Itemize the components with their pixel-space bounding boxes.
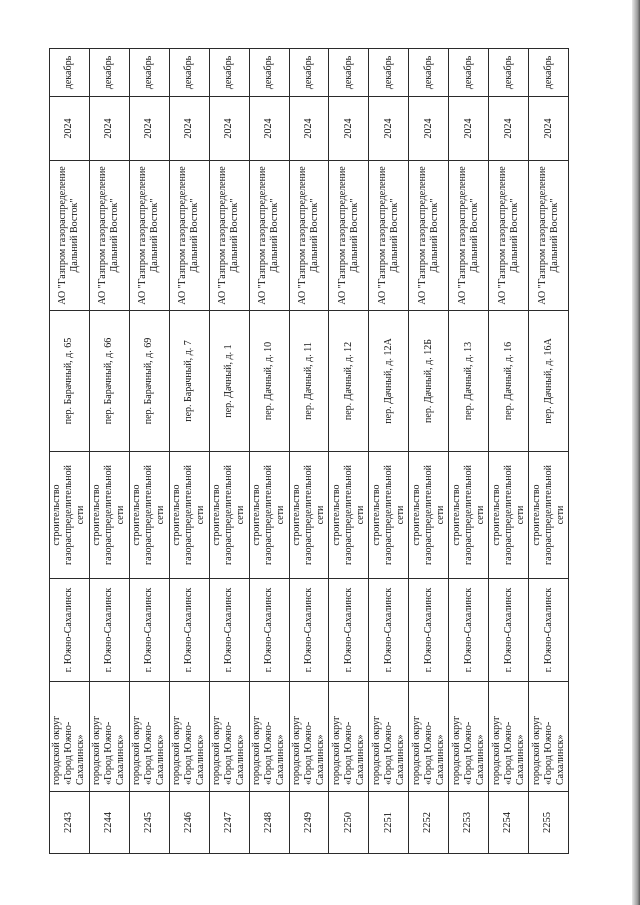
year-cell: 2024 [529, 97, 569, 161]
year-cell: 2024 [489, 97, 529, 161]
row-number: 2248 [249, 792, 289, 854]
table-row [449, 49, 489, 854]
table-row [249, 49, 289, 854]
address-cell: пер. Дачный, д. 16А [529, 311, 569, 452]
year-cell: 2024 [89, 97, 129, 161]
row-number: 2249 [289, 792, 329, 854]
month-cell: декабрь [50, 49, 90, 97]
table-row [529, 49, 569, 854]
work-type-cell: строительство газораспределительной сети [209, 452, 249, 579]
locality-cell: г. Южно-Сахалинск [209, 579, 249, 682]
year-cell: 2024 [289, 97, 329, 161]
locality-cell: г. Южно-Сахалинск [129, 579, 169, 682]
work-type-cell: строительство газораспределительной сети [489, 452, 529, 579]
month-cell: декабрь [209, 49, 249, 97]
table-row [289, 49, 329, 854]
rotated-table-wrapper [49, 49, 569, 854]
month-cell: декабрь [449, 49, 489, 97]
address-cell: пер. Барачный, д. 7 [169, 311, 209, 452]
row-number: 2251 [369, 792, 409, 854]
table-row [369, 49, 409, 854]
locality-cell: г. Южно-Сахалинск [529, 579, 569, 682]
municipality-cell: городской округ «Город Южно-Сахалинск» [329, 682, 369, 792]
organization-cell: АО "Газпром газораспределение Дальний Восток" [209, 161, 249, 311]
organization-cell: АО "Газпром газораспределение Дальний Восток" [489, 161, 529, 311]
year-cell: 2024 [50, 97, 90, 161]
year-cell: 2024 [129, 97, 169, 161]
municipality-cell: городской округ «Город Южно-Сахалинск» [129, 682, 169, 792]
organization-cell: АО "Газпром газораспределение Дальний Восток" [129, 161, 169, 311]
address-cell: пер. Дачный, д. 16 [489, 311, 529, 452]
locality-cell: г. Южно-Сахалинск [489, 579, 529, 682]
work-type-cell: строительство газораспределительной сети [169, 452, 209, 579]
month-cell: декабрь [129, 49, 169, 97]
municipality-cell: городской округ «Город Южно-Сахалинск» [50, 682, 90, 792]
locality-cell: г. Южно-Сахалинск [50, 579, 90, 682]
municipality-cell: городской округ «Город Южно-Сахалинск» [89, 682, 129, 792]
locality-cell: г. Южно-Сахалинск [449, 579, 489, 682]
month-cell: декабрь [489, 49, 529, 97]
table-row [89, 49, 129, 854]
month-cell: декабрь [529, 49, 569, 97]
month-cell: декабрь [249, 49, 289, 97]
year-cell: 2024 [409, 97, 449, 161]
row-number: 2253 [449, 792, 489, 854]
locality-cell: г. Южно-Сахалинск [409, 579, 449, 682]
month-cell: декабрь [89, 49, 129, 97]
year-cell: 2024 [369, 97, 409, 161]
page-edge-shadow [632, 0, 640, 905]
address-cell: пер. Дачный, д. 11 [289, 311, 329, 452]
organization-cell: АО "Газпром газораспределение Дальний Восток" [89, 161, 129, 311]
work-type-cell: строительство газораспределительной сети [409, 452, 449, 579]
address-cell: пер. Дачный, д. 12 [329, 311, 369, 452]
row-number: 2255 [529, 792, 569, 854]
year-cell: 2024 [249, 97, 289, 161]
row-number: 2246 [169, 792, 209, 854]
address-cell: пер. Барачный, д. 65 [50, 311, 90, 452]
work-type-cell: строительство газораспределительной сети [50, 452, 90, 579]
municipality-cell: городской округ «Город Южно-Сахалинск» [289, 682, 329, 792]
organization-cell: АО "Газпром газораспределение Дальний Восток" [50, 161, 90, 311]
work-type-cell: строительство газораспределительной сети [449, 452, 489, 579]
locality-cell: г. Южно-Сахалинск [369, 579, 409, 682]
table-row [129, 49, 169, 854]
month-cell: декабрь [369, 49, 409, 97]
row-number: 2250 [329, 792, 369, 854]
work-type-cell: строительство газораспределительной сети [129, 452, 169, 579]
municipality-cell: городской округ «Город Южно-Сахалинск» [409, 682, 449, 792]
year-cell: 2024 [169, 97, 209, 161]
organization-cell: АО "Газпром газораспределение Дальний Восток" [369, 161, 409, 311]
organization-cell: АО "Газпром газораспределение Дальний Восток" [329, 161, 369, 311]
work-type-cell: строительство газораспределительной сети [289, 452, 329, 579]
municipality-cell: городской округ «Город Южно-Сахалинск» [529, 682, 569, 792]
table-body [50, 49, 569, 854]
locality-cell: г. Южно-Сахалинск [169, 579, 209, 682]
locality-cell: г. Южно-Сахалинск [329, 579, 369, 682]
work-type-cell: строительство газораспределительной сети [249, 452, 289, 579]
table-row [209, 49, 249, 854]
address-cell: пер. Дачный, д. 12А [369, 311, 409, 452]
organization-cell: АО "Газпром газораспределение Дальний Восток" [449, 161, 489, 311]
address-cell: пер. Барачный, д. 69 [129, 311, 169, 452]
table-row [489, 49, 529, 854]
municipality-cell: городской округ «Город Южно-Сахалинск» [449, 682, 489, 792]
organization-cell: АО "Газпром газораспределение Дальний Восток" [169, 161, 209, 311]
address-cell: пер. Дачный, д. 10 [249, 311, 289, 452]
month-cell: декабрь [409, 49, 449, 97]
address-cell: пер. Дачный, д. 12Б [409, 311, 449, 452]
work-type-cell: строительство газораспределительной сети [89, 452, 129, 579]
municipality-cell: городской округ «Город Южно-Сахалинск» [249, 682, 289, 792]
row-number: 2245 [129, 792, 169, 854]
table-row [329, 49, 369, 854]
row-number: 2243 [50, 792, 90, 854]
work-type-cell: строительство газораспределительной сети [329, 452, 369, 579]
work-type-cell: строительство газораспределительной сети [369, 452, 409, 579]
locality-cell: г. Южно-Сахалинск [289, 579, 329, 682]
year-cell: 2024 [209, 97, 249, 161]
municipality-cell: городской округ «Город Южно-Сахалинск» [169, 682, 209, 792]
address-cell: пер. Дачный, д. 1 [209, 311, 249, 452]
month-cell: декабрь [169, 49, 209, 97]
month-cell: декабрь [289, 49, 329, 97]
month-cell: декабрь [329, 49, 369, 97]
row-number: 2244 [89, 792, 129, 854]
table-row [409, 49, 449, 854]
locality-cell: г. Южно-Сахалинск [249, 579, 289, 682]
table-row [50, 49, 90, 854]
address-cell: пер. Дачный, д. 13 [449, 311, 489, 452]
organization-cell: АО "Газпром газораспределение Дальний Восток" [529, 161, 569, 311]
address-cell: пер. Барачный, д. 66 [89, 311, 129, 452]
row-number: 2252 [409, 792, 449, 854]
locality-cell: г. Южно-Сахалинск [89, 579, 129, 682]
row-number: 2254 [489, 792, 529, 854]
municipality-cell: городской округ «Город Южно-Сахалинск» [209, 682, 249, 792]
organization-cell: АО "Газпром газораспределение Дальний Восток" [249, 161, 289, 311]
municipality-cell: городской округ «Город Южно-Сахалинск» [489, 682, 529, 792]
year-cell: 2024 [449, 97, 489, 161]
municipality-cell: городской округ «Город Южно-Сахалинск» [369, 682, 409, 792]
gasification-schedule-table [49, 48, 569, 854]
work-type-cell: строительство газораспределительной сети [529, 452, 569, 579]
organization-cell: АО "Газпром газораспределение Дальний Восток" [289, 161, 329, 311]
table-row [169, 49, 209, 854]
organization-cell: АО "Газпром газораспределение Дальний Восток" [409, 161, 449, 311]
year-cell: 2024 [329, 97, 369, 161]
row-number: 2247 [209, 792, 249, 854]
